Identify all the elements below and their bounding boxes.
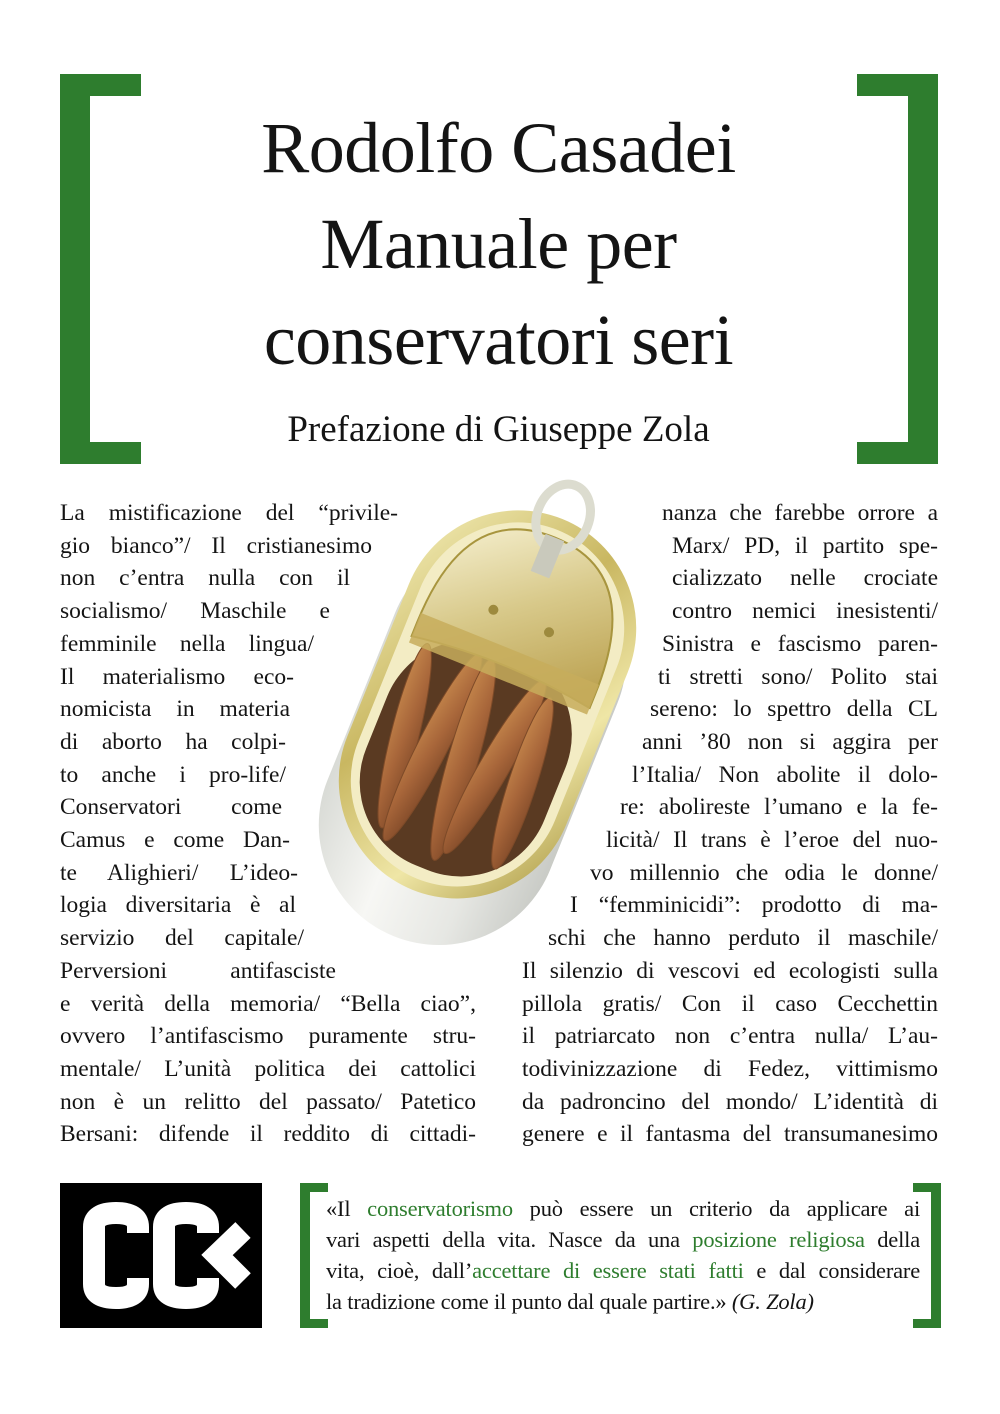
sardine-can-image [300, 463, 660, 983]
quote-text: e dal considerare [743, 1258, 920, 1283]
blurb-line: todivinizzazione di Fedez, vittimismo [522, 1055, 938, 1082]
blurb-line: non è un relitto del passato/ Patetico [60, 1088, 476, 1115]
quote-text: vari aspetti della vita. Nasce da una [326, 1227, 693, 1252]
blurb-line: non c’entra nulla con il [60, 565, 350, 592]
title-block [140, 100, 857, 450]
blurb-line: di aborto ha colpi- [60, 728, 286, 755]
left-title-bracket [60, 74, 141, 464]
blurb-line: logia diversitaria è al [60, 892, 296, 919]
quote-highlight: conservatorismo [367, 1196, 513, 1221]
blurb-line: da padroncino del mondo/ L’identità di [522, 1088, 938, 1115]
blurb-line: pillola gratis/ Con il caso Cecchettin [522, 990, 938, 1017]
author-name: Rodolfo Casadei [261, 108, 736, 188]
blurb-line: Il materialismo eco- [60, 663, 294, 690]
blurb-line: licità/ Il trans è l’eroe del nuo- [606, 827, 938, 853]
quote-left-bracket [300, 1183, 328, 1328]
quote-text: della [864, 1227, 920, 1252]
blurb-line: cializzato nelle crociate [672, 565, 938, 592]
quote-highlight: accettare di essere stati fatti [472, 1258, 744, 1283]
blurb-line: ovvero l’antifascismo puramente stru- [60, 1023, 476, 1050]
blurb-line: te Alighieri/ L’ideo- [60, 859, 298, 886]
blurb-line: gio bianco”/ Il cristianesimo [60, 532, 372, 559]
quote-line [326, 1193, 920, 1224]
preface-credit: Prefazione di Giuseppe Zola [287, 409, 710, 450]
blurb-line: Il silenzio di vescovi ed ecologisti sulla [522, 957, 938, 984]
quote-attribution: (G. Zola) [731, 1289, 814, 1314]
blurb-line: re: abolireste l’umano e la fe- [620, 794, 938, 821]
preface-quote [326, 1193, 920, 1317]
blurb-line: sereno: lo spettro della CL [650, 696, 938, 723]
blurb-line: vo millennio che odia le donne/ [590, 859, 938, 886]
blurb-line: Perversioni antifasciste [60, 957, 336, 984]
blurb-line: anni ’80 non si aggira per [642, 728, 938, 755]
cc-logo-icon [60, 1183, 262, 1328]
blurb-line: il patriarcato non c’entra nulla/ L’au- [522, 1023, 938, 1050]
blurb-line: schi che hanno perduto il maschile/ [548, 925, 938, 952]
quote-line [326, 1255, 920, 1286]
blurb-line: socialismo/ Maschile e [60, 598, 330, 625]
blurb-line: nanza che farebbe orrore a [662, 500, 938, 526]
blurb-line: nomicista in materia [60, 696, 290, 723]
book-title-line-1: Manuale per [320, 204, 677, 284]
right-title-bracket [857, 74, 938, 464]
blurb-line: ti stretti sono/ Polito stai [658, 663, 938, 690]
quote-text: vita, cioè, dall’ [326, 1258, 473, 1283]
blurb-line: Bersani: difende il reddito di cittadi- [60, 1121, 476, 1148]
quote-highlight: posizione religiosa [692, 1227, 865, 1252]
blurb-line: genere e il fantasma del transumanesimo [522, 1121, 938, 1148]
blurb-line: Marx/ PD, il partito spe- [672, 532, 938, 559]
blurb-line: La mistificazione del “privile- [60, 500, 398, 526]
book-title-line-2: conservatori seri [263, 300, 734, 380]
publisher-logo [60, 1183, 262, 1328]
quote-text: può essere un criterio da applicare ai [512, 1196, 920, 1221]
blurb-line: e verità della memoria/ “Bella ciao”, [60, 990, 476, 1017]
blurb-line: Sinistra e fascismo paren- [662, 630, 938, 657]
blurb-line: I “femminicidi”: prodotto di ma- [570, 892, 938, 919]
quote-line [326, 1224, 920, 1255]
blurb-line: contro nemici inesistenti/ [672, 598, 938, 625]
quote-line [326, 1286, 920, 1317]
blurb-line: mentale/ L’unità politica dei cattolici [60, 1055, 476, 1082]
blurb-line: Conservatori come [60, 794, 282, 821]
blurb-line: femminile nella lingua/ [60, 630, 314, 657]
quote-text: «Il [326, 1196, 368, 1221]
quote-text: la tradizione come il punto dal quale partire.» [326, 1289, 732, 1314]
blurb-line: servizio del capitale/ [60, 925, 304, 952]
blurb-line: l’Italia/ Non abolite il dolo- [632, 761, 938, 788]
blurb-line: to anche i pro-life/ [60, 761, 286, 788]
blurb-line: Camus e come Dan- [60, 827, 290, 853]
